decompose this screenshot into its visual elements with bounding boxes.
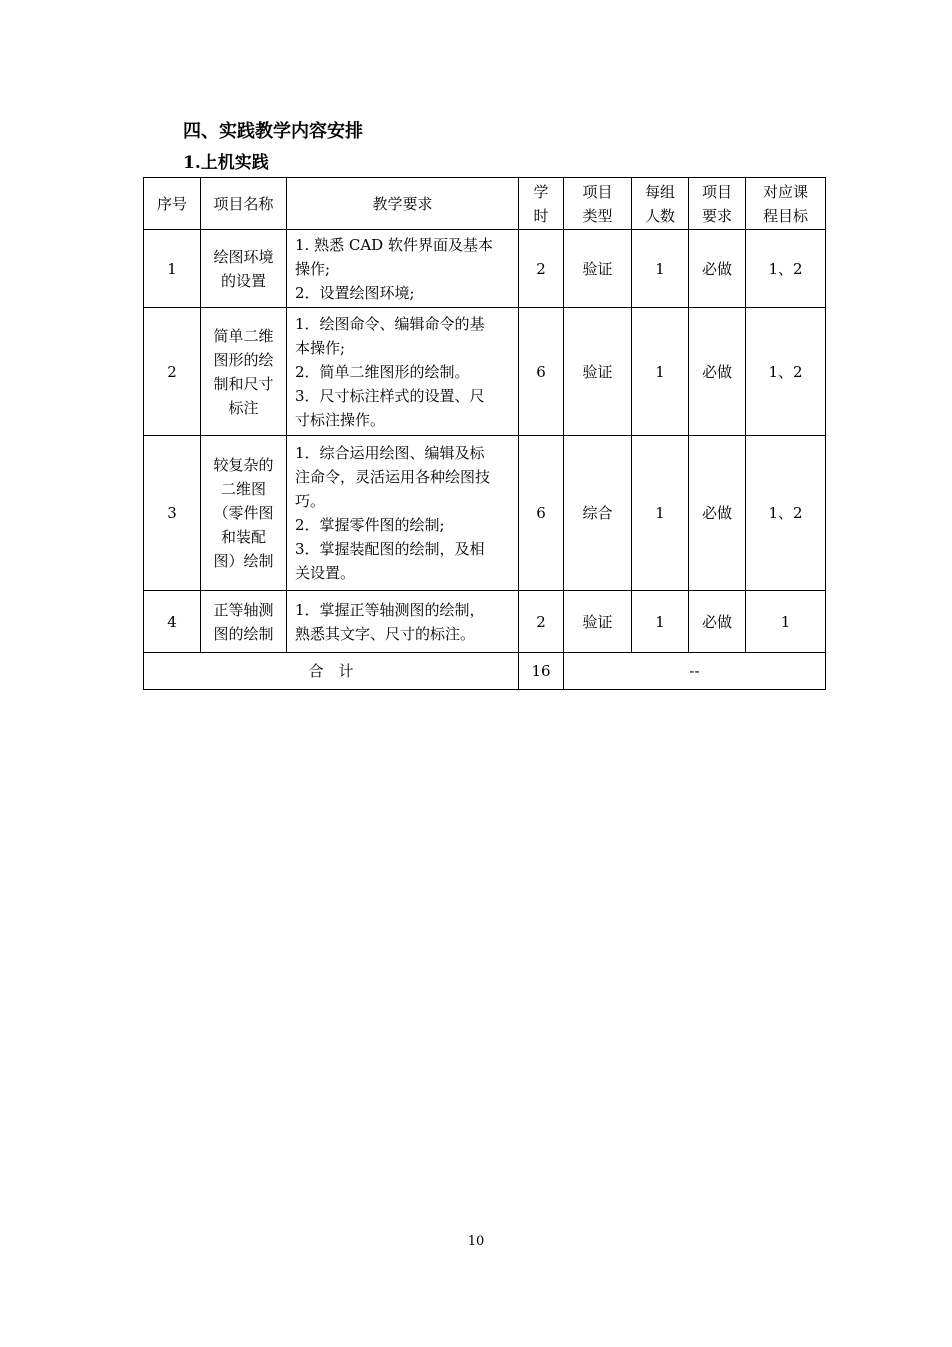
- header-line: 每组: [644, 182, 675, 201]
- cell-requirements-line: 注命令，灵活运用各种绘图技: [295, 468, 491, 486]
- total-rest: --: [564, 653, 826, 690]
- cell-name-line: 正等轴测: [213, 600, 274, 619]
- header-hours: [519, 178, 564, 230]
- header-line: 人数: [644, 206, 675, 225]
- subsection-title: 1.上机实践: [183, 153, 269, 173]
- table-row: [144, 230, 826, 308]
- header-line: 教学要求: [372, 194, 433, 213]
- total-row: [144, 653, 826, 690]
- header-line: 对应课: [762, 182, 808, 201]
- cell-requirements: [287, 591, 519, 653]
- cell-hours: 6: [519, 436, 564, 591]
- cell-requirements-line: 操作;: [295, 259, 331, 278]
- cell-requirement: 必做: [689, 308, 746, 436]
- page-number: 10: [467, 1234, 485, 1249]
- header-line: 要求: [701, 206, 732, 225]
- cell-requirements-line: 1. 熟悉 CAD 软件界面及基本: [295, 235, 493, 254]
- header-requirement: [689, 178, 746, 230]
- cell-type: 综合: [564, 436, 632, 591]
- table-row: [144, 308, 826, 436]
- cell-requirements-line: 关设置。: [295, 564, 356, 582]
- cell-requirements: [287, 436, 519, 591]
- cell-name-line: 和装配: [220, 528, 266, 546]
- cell-objective: 1: [746, 591, 826, 653]
- cell-no: 2: [144, 308, 201, 436]
- cell-requirements-line: 2．设置绘图环境;: [295, 283, 415, 302]
- cell-requirements-line: 3．掌握装配图的绘制，及相: [295, 540, 485, 558]
- header-no: [144, 178, 201, 230]
- cell-type: 验证: [564, 308, 632, 436]
- header-line: 序号: [156, 194, 187, 213]
- cell-no: 4: [144, 591, 201, 653]
- header-line: 学: [533, 182, 549, 201]
- header-line: 类型: [582, 206, 613, 225]
- cell-objective: 1、2: [746, 436, 826, 591]
- cell-name-line: 简单二维: [213, 326, 274, 345]
- cell-name-line: 图）绘制: [213, 552, 274, 570]
- table-row: [144, 436, 826, 591]
- header-line: 项目: [582, 182, 613, 201]
- cell-requirements-line: 1．掌握正等轴测图的绘制，: [295, 600, 485, 619]
- cell-hours: 2: [519, 230, 564, 308]
- cell-name-line: 绘图环境: [213, 247, 274, 266]
- cell-requirements: [287, 230, 519, 308]
- cell-group-size: 1: [632, 436, 689, 591]
- cell-hours: 6: [519, 308, 564, 436]
- cell-name: [201, 436, 287, 591]
- cell-requirements-line: 本操作;: [295, 338, 346, 357]
- cell-requirements-line: 2．掌握零件图的绘制;: [295, 516, 445, 534]
- cell-objective: 1、2: [746, 308, 826, 436]
- header-group-size: [632, 178, 689, 230]
- header-requirements: [287, 178, 519, 230]
- cell-type: 验证: [564, 591, 632, 653]
- header-line: 项目名称: [213, 194, 274, 213]
- cell-requirement: 必做: [689, 591, 746, 653]
- practice-table: [143, 177, 826, 690]
- cell-group-size: 1: [632, 591, 689, 653]
- cell-name-line: （零件图: [213, 504, 274, 522]
- table-header-row: [144, 178, 826, 230]
- cell-requirements-line: 寸标注操作。: [295, 410, 386, 429]
- cell-name-line: 图形的绘: [213, 350, 274, 369]
- cell-no: 3: [144, 436, 201, 591]
- section-title: 四、实践教学内容安排: [183, 121, 363, 142]
- cell-requirement: 必做: [689, 230, 746, 308]
- cell-name-line: 较复杂的: [213, 456, 274, 474]
- cell-no: 1: [144, 230, 201, 308]
- header-objective: [746, 178, 826, 230]
- header-type: [564, 178, 632, 230]
- header-line: 程目标: [762, 206, 808, 225]
- cell-objective: 1、2: [746, 230, 826, 308]
- cell-name: [201, 308, 287, 436]
- table-row: [144, 591, 826, 653]
- cell-name: [201, 230, 287, 308]
- cell-requirements: [287, 308, 519, 436]
- cell-hours: 2: [519, 591, 564, 653]
- cell-name-line: 二维图: [220, 480, 266, 498]
- total-label: 合 计: [144, 653, 519, 690]
- cell-name-line: 制和尺寸: [213, 374, 274, 393]
- header-line: 时: [533, 206, 549, 225]
- header-line: 项目: [701, 182, 732, 201]
- cell-name-line: 的设置: [220, 271, 266, 290]
- cell-requirements-line: 3．尺寸标注样式的设置、尺: [295, 386, 485, 405]
- cell-name-line: 图的绘制: [213, 624, 274, 643]
- cell-requirements-line: 巧。: [295, 492, 326, 510]
- header-name: [201, 178, 287, 230]
- cell-requirements-line: 1．综合运用绘图、编辑及标: [295, 444, 485, 462]
- cell-name-line: 标注: [228, 398, 259, 417]
- cell-group-size: 1: [632, 230, 689, 308]
- cell-requirements-line: 熟悉其文字、尺寸的标注。: [295, 624, 476, 643]
- cell-name: [201, 591, 287, 653]
- cell-requirements-line: 2．简单二维图形的绘制。: [295, 362, 470, 381]
- cell-group-size: 1: [632, 308, 689, 436]
- cell-type: 验证: [564, 230, 632, 308]
- total-hours: 16: [519, 653, 564, 690]
- cell-requirements-line: 1．绘图命令、编辑命令的基: [295, 314, 485, 333]
- cell-requirement: 必做: [689, 436, 746, 591]
